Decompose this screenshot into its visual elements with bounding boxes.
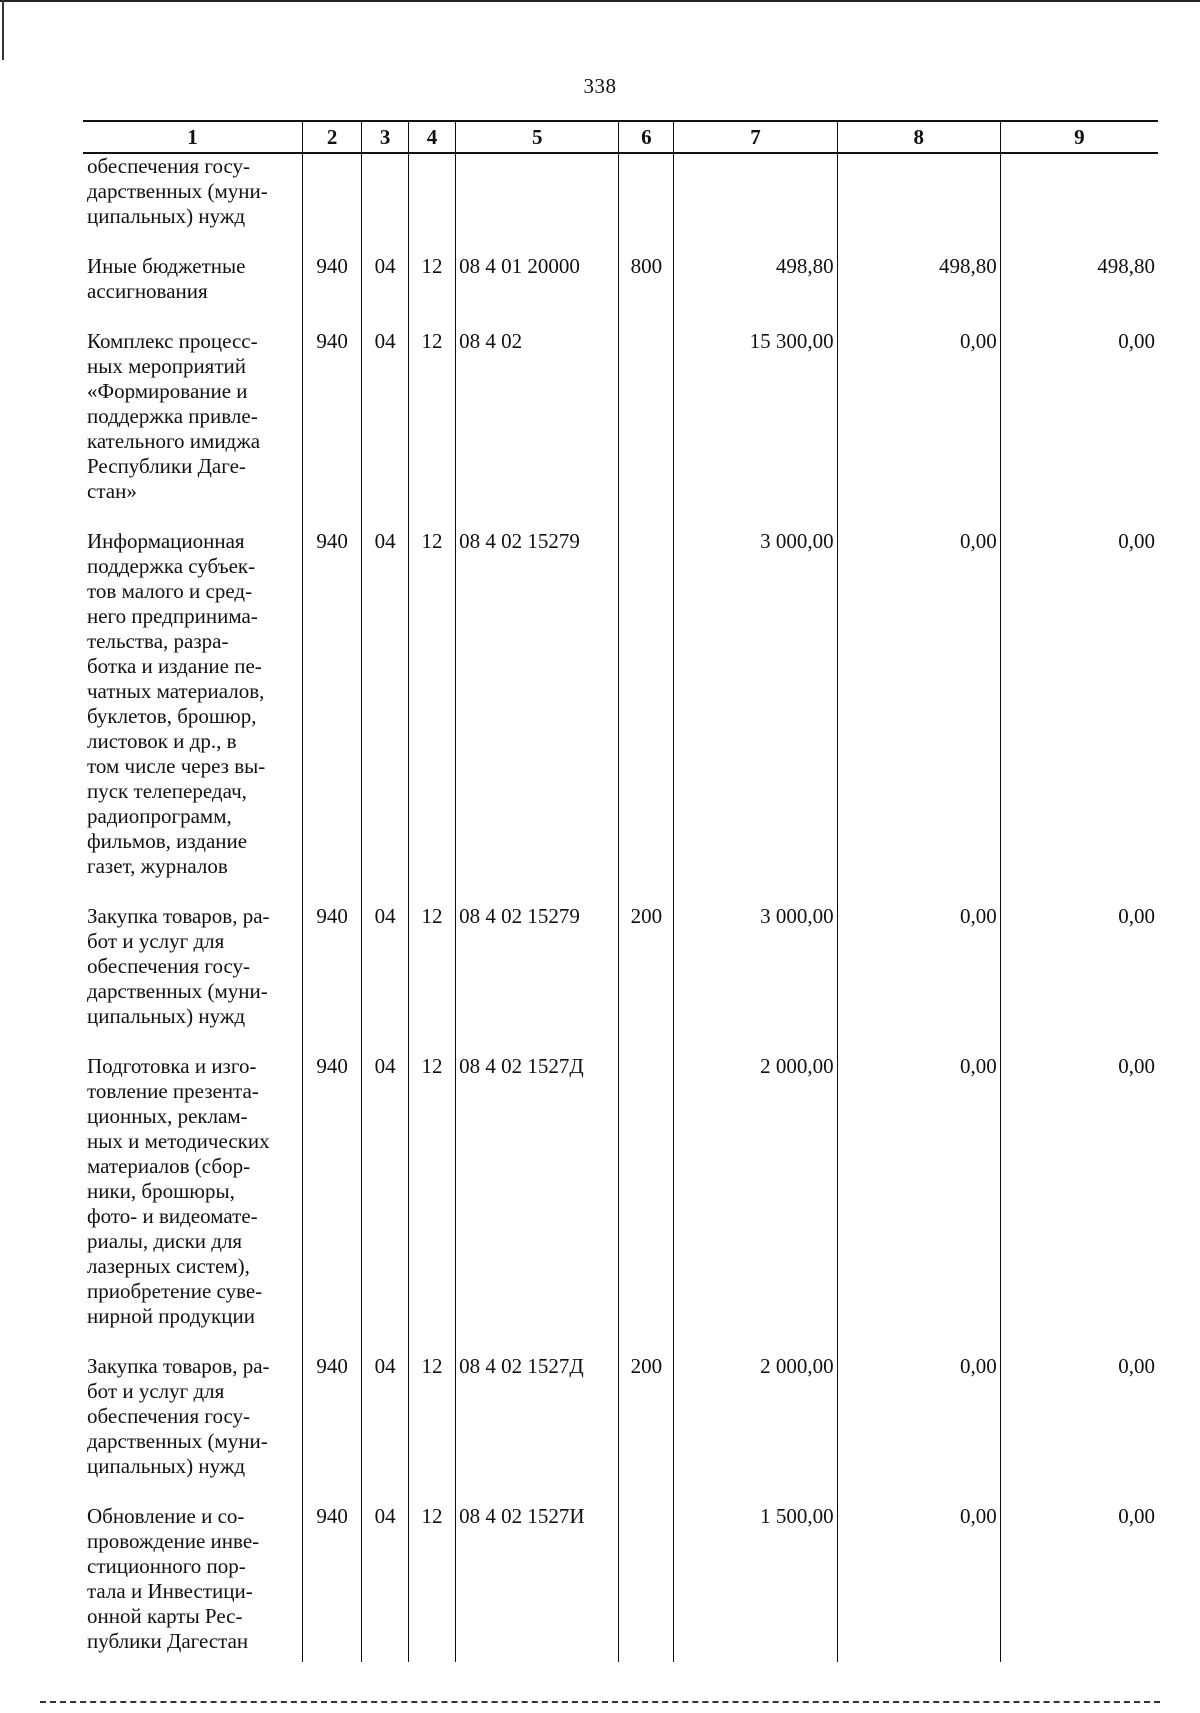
table-cell: 08 4 02 1527Д xyxy=(456,1054,619,1354)
table-cell: 08 4 02 1527И xyxy=(456,1504,619,1662)
table-cell: 12 xyxy=(408,1354,455,1504)
table-cell xyxy=(302,153,362,254)
table-cell xyxy=(619,153,674,254)
table-cell: 3 000,00 xyxy=(674,529,837,904)
table-cell: 08 4 02 1527Д xyxy=(456,1354,619,1504)
scan-edge-top xyxy=(0,0,1200,8)
table-cell: 940 xyxy=(302,1504,362,1662)
row-description-cell xyxy=(83,153,302,254)
table-cell: 12 xyxy=(408,254,455,329)
table-cell xyxy=(619,529,674,904)
row-description-cell xyxy=(83,254,302,329)
row-description-cell xyxy=(83,1504,302,1662)
column-header: 7 xyxy=(674,121,837,153)
table-cell xyxy=(362,153,408,254)
table-cell: 12 xyxy=(408,1054,455,1354)
table-cell: 08 4 02 15279 xyxy=(456,529,619,904)
table-cell: 04 xyxy=(362,1354,408,1504)
column-header: 9 xyxy=(1000,121,1158,153)
table-cell: 08 4 02 xyxy=(456,329,619,529)
table-cell xyxy=(408,153,455,254)
column-header: 5 xyxy=(456,121,619,153)
row-description-cell xyxy=(83,904,302,1054)
table-cell: 940 xyxy=(302,904,362,1054)
table-cell: 498,80 xyxy=(837,254,1000,329)
table-cell: 3 000,00 xyxy=(674,904,837,1054)
table-row xyxy=(83,153,1158,254)
table-cell: 0,00 xyxy=(837,529,1000,904)
table-cell xyxy=(1000,153,1158,254)
row-description: Комплекс процесс- ных мероприятий «Формирование и поддержка привле- кательного имиджа Республики Даге- стан» xyxy=(87,329,261,503)
table-cell: 200 xyxy=(619,904,674,1054)
table-cell xyxy=(619,1504,674,1662)
row-description: Иные бюджетные ассигнования xyxy=(87,254,246,303)
table-cell: 04 xyxy=(362,254,408,329)
table-cell: 12 xyxy=(408,1504,455,1662)
page-number: 338 xyxy=(583,74,617,98)
table-row xyxy=(83,529,1158,904)
table-cell: 04 xyxy=(362,529,408,904)
table-cell: 0,00 xyxy=(837,904,1000,1054)
table-cell: 1 500,00 xyxy=(674,1504,837,1662)
table-cell: 04 xyxy=(362,1054,408,1354)
row-description: Закупка товаров, ра- бот и услуг для обеспечения госу- дарственных (муни- ципальных) нужд xyxy=(87,1354,270,1478)
table-cell: 04 xyxy=(362,904,408,1054)
scan-edge-bottom xyxy=(40,1701,1160,1703)
table-cell: 940 xyxy=(302,329,362,529)
table-cell: 04 xyxy=(362,1504,408,1662)
table-cell: 498,80 xyxy=(1000,254,1158,329)
budget-table xyxy=(83,120,1158,1662)
table-cell: 08 4 02 15279 xyxy=(456,904,619,1054)
table-row xyxy=(83,1354,1158,1504)
table-cell: 800 xyxy=(619,254,674,329)
table-cell: 04 xyxy=(362,329,408,529)
table-cell: 940 xyxy=(302,529,362,904)
table-cell: 0,00 xyxy=(1000,529,1158,904)
table-cell: 12 xyxy=(408,529,455,904)
table-cell: 2 000,00 xyxy=(674,1054,837,1354)
table-cell: 0,00 xyxy=(837,329,1000,529)
table-cell: 940 xyxy=(302,1054,362,1354)
table-row xyxy=(83,254,1158,329)
table-cell: 0,00 xyxy=(1000,1054,1158,1354)
table-cell: 0,00 xyxy=(1000,1504,1158,1662)
row-description-cell xyxy=(83,529,302,904)
table-cell: 0,00 xyxy=(837,1054,1000,1354)
header-row xyxy=(83,121,1158,153)
table-cell: 498,80 xyxy=(674,254,837,329)
table-cell: 0,00 xyxy=(1000,329,1158,529)
row-description: Подготовка и изго- товление презента- ционных, реклам- ных и методических материалов (сбор- ники, брошюры, фото- и видеомате- риалы, диски для лазерных систем), приобретение суве- нирной продукции xyxy=(87,1054,270,1328)
table-row xyxy=(83,1054,1158,1354)
row-description: Информационная поддержка субъек- тов малого и сред- него предпринима- тельства, разра- ботка и издание пе- чатных материалов, буклетов, брошюр, листовок и др., в том числе через вы- пуск телепередач, радиопрограмм, фильмов, издание газет, журналов xyxy=(87,529,266,878)
row-description-cell xyxy=(83,329,302,529)
scan-edge-left xyxy=(2,0,4,60)
row-description-cell xyxy=(83,1354,302,1504)
table-cell: 12 xyxy=(408,904,455,1054)
column-header: 6 xyxy=(619,121,674,153)
table-cell: 0,00 xyxy=(1000,1354,1158,1504)
table-row xyxy=(83,904,1158,1054)
table-cell: 08 4 01 20000 xyxy=(456,254,619,329)
table-cell xyxy=(619,329,674,529)
table-cell: 940 xyxy=(302,1354,362,1504)
table-cell xyxy=(674,153,837,254)
table-cell: 940 xyxy=(302,254,362,329)
column-header: 1 xyxy=(83,121,302,153)
column-header: 2 xyxy=(302,121,362,153)
table-row xyxy=(83,1504,1158,1662)
row-description: Закупка товаров, ра- бот и услуг для обеспечения госу- дарственных (муни- ципальных) нужд xyxy=(87,904,270,1028)
table-cell xyxy=(837,153,1000,254)
table-cell xyxy=(456,153,619,254)
row-description: обеспечения госу- дарственных (муни- ципальных) нужд xyxy=(87,154,268,228)
column-header: 3 xyxy=(362,121,408,153)
row-description: Обновление и со- провождение инве- стиционного пор- тала и Инвестици- онной карты Рес- публики Дагестан xyxy=(87,1504,260,1653)
table-cell: 200 xyxy=(619,1354,674,1504)
table-cell: 0,00 xyxy=(1000,904,1158,1054)
table-cell: 2 000,00 xyxy=(674,1354,837,1504)
table-cell xyxy=(619,1054,674,1354)
table-cell: 12 xyxy=(408,329,455,529)
table-row xyxy=(83,329,1158,529)
row-description-cell xyxy=(83,1054,302,1354)
table-cell: 0,00 xyxy=(837,1354,1000,1504)
column-header: 8 xyxy=(837,121,1000,153)
table-cell: 0,00 xyxy=(837,1504,1000,1662)
column-header: 4 xyxy=(408,121,455,153)
table-cell: 15 300,00 xyxy=(674,329,837,529)
